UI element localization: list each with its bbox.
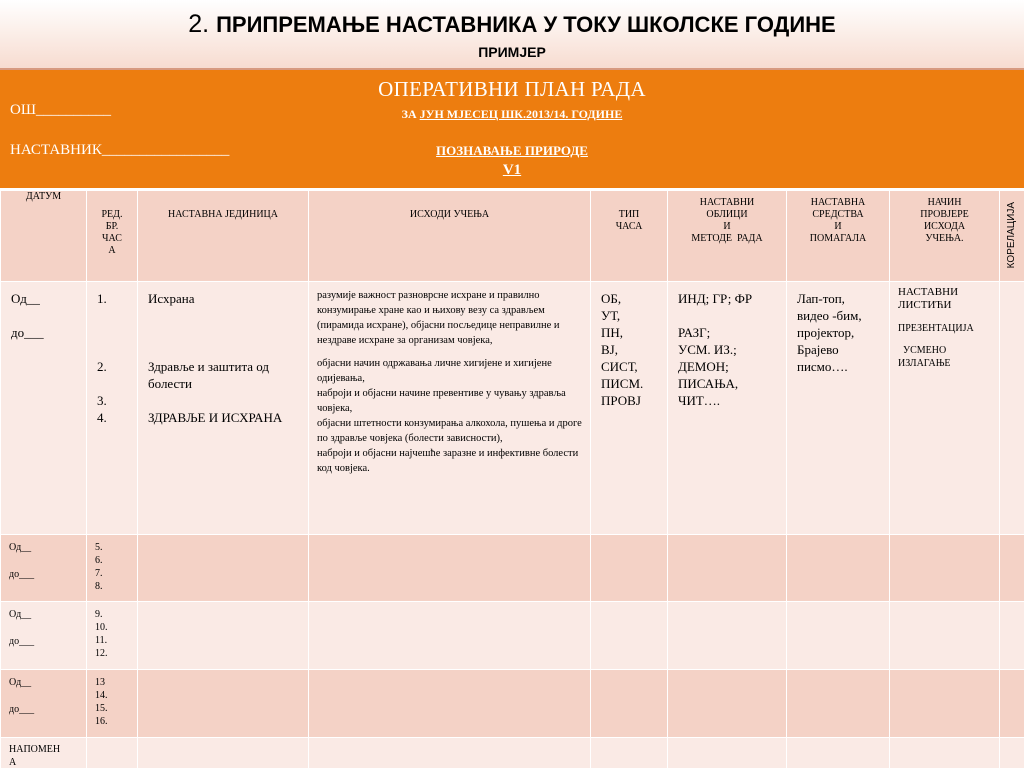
type-cell bbox=[591, 670, 668, 738]
correlation-cell bbox=[1000, 282, 1024, 535]
header-ordinal: РЕД. БР. ЧАС А bbox=[87, 191, 138, 282]
header-assessment: НАЧИН ПРОВЈЕРЕ ИСХОДА УЧЕЊА. bbox=[890, 191, 1000, 282]
type-cell: ОБ, УТ, ПН, ВЈ, СИСТ, ПИСМ. ПРОВЈ bbox=[591, 282, 668, 535]
plan-grade: V1 bbox=[502, 162, 522, 178]
unit-cell bbox=[138, 535, 309, 602]
date-cell: Од__ до___ bbox=[1, 602, 87, 670]
outcomes-cell bbox=[309, 670, 591, 738]
slide-title-text: ПРИПРЕМАЊЕ НАСТАВНИКА У ТОКУ ШКОЛСКЕ ГОДИНЕ bbox=[216, 12, 836, 37]
assessment-cell bbox=[890, 738, 1000, 768]
forms-cell bbox=[668, 535, 787, 602]
header-correlation: КОРЕЛАЦИЈА bbox=[1000, 191, 1024, 282]
means-cell bbox=[787, 535, 890, 602]
assessment-cell bbox=[890, 670, 1000, 738]
teacher-label: НАСТАВНИК_________________ bbox=[10, 142, 230, 158]
table-row bbox=[1, 670, 1024, 738]
correlation-cell bbox=[1000, 670, 1024, 738]
correlation-cell bbox=[1000, 535, 1024, 602]
header-type: ТИП ЧАСА bbox=[591, 191, 668, 282]
table-row-note bbox=[1, 738, 1024, 768]
plan-month-prefix: ЗА bbox=[401, 107, 417, 121]
means-cell: Лап-топ, видео -бим, пројектор, Брајево писмо…. bbox=[787, 282, 890, 535]
assessment-cell bbox=[890, 602, 1000, 670]
plan-month-value: ЈУН МЈЕСЕЦ ШК.2013/14. ГОДИНЕ bbox=[419, 107, 623, 121]
header-means: НАСТАВНА СРЕДСТВА И ПОМАГАЛА bbox=[787, 191, 890, 282]
unit-cell: Исхрана Здравље и заштита од болести ЗДРАВЉЕ И ИСХРАНА bbox=[138, 282, 309, 535]
means-cell bbox=[787, 738, 890, 768]
unit-cell bbox=[138, 738, 309, 768]
correlation-cell bbox=[1000, 602, 1024, 670]
plan-month bbox=[0, 107, 1024, 122]
forms-cell bbox=[668, 738, 787, 768]
header-unit: НАСТАВНА ЈЕДИНИЦА bbox=[138, 191, 309, 282]
table-header-row bbox=[1, 191, 1024, 282]
forms-cell bbox=[668, 670, 787, 738]
header-forms-methods: НАСТАВНИ ОБЛИЦИ И МЕТОДЕ РАДА bbox=[668, 191, 787, 282]
means-cell bbox=[787, 670, 890, 738]
plan-header-panel bbox=[0, 70, 1024, 188]
outcomes-cell bbox=[309, 602, 591, 670]
school-label: ОШ__________ bbox=[10, 102, 111, 118]
plan-subject: ПОЗНАВАЊЕ ПРИРОДЕ bbox=[436, 143, 588, 158]
slide-title bbox=[0, 0, 1024, 40]
ordinal-cell: 9. 10. 11. 12. bbox=[87, 602, 138, 670]
type-cell bbox=[591, 602, 668, 670]
correlation-cell bbox=[1000, 738, 1024, 768]
plan-title: ОПЕРАТИВНИ ПЛАН РАДА bbox=[378, 77, 646, 101]
forms-cell bbox=[668, 602, 787, 670]
table-row bbox=[1, 602, 1024, 670]
header-outcomes: ИСХОДИ УЧЕЊА bbox=[309, 191, 591, 282]
ordinal-cell bbox=[87, 738, 138, 768]
type-cell bbox=[591, 535, 668, 602]
ordinal-cell: 5. 6. 7. 8. bbox=[87, 535, 138, 602]
slide-subtitle: ПРИМЈЕР bbox=[478, 44, 546, 60]
slide-title-number: 2. bbox=[188, 10, 210, 38]
unit-cell bbox=[138, 602, 309, 670]
ordinal-cell: 1. 2. 3. 4. bbox=[87, 282, 138, 535]
assessment-cell bbox=[890, 535, 1000, 602]
type-cell bbox=[591, 738, 668, 768]
forms-cell: ИНД; ГР; ФР РАЗГ; УСМ. ИЗ.; ДЕМОН; ПИСАЊА, ЧИТ…. bbox=[668, 282, 787, 535]
ordinal-cell: 13 14. 15. 16. bbox=[87, 670, 138, 738]
unit-cell bbox=[138, 670, 309, 738]
date-cell: Од__ до___ bbox=[1, 670, 87, 738]
assessment-cell: НАСТАВНИ ЛИСТИЋИ ПРЕЗЕНТАЦИЈА УСМЕНО ИЗЛАГАЊЕ bbox=[890, 282, 1000, 535]
means-cell bbox=[787, 602, 890, 670]
operational-plan-table bbox=[0, 190, 1024, 768]
header-date: ДАТУМ bbox=[1, 191, 87, 282]
outcomes-cell bbox=[309, 535, 591, 602]
slide-title-bar bbox=[0, 0, 1024, 70]
date-cell: Од__ до___ bbox=[1, 282, 87, 535]
table-row bbox=[1, 535, 1024, 602]
outcomes-cell: разумије важност разноврсне исхране и правилно конзумирање хране као и њихову везу са здрављем (пирамида исхране), објасни посљедице неправилне и нездраве исхране за организам човјека, објасни начин одржавања личне хигијене и хигијене одијевања, наброји и објасни начине превентиве у чувању здравља човјека, објасни штетности конзумирања алкохола, пушења и дроге по здравље човјека (болести зависности), наброји и објасни најчешће заразне и инфективне болести код човјека. bbox=[309, 282, 591, 535]
outcomes-cell bbox=[309, 738, 591, 768]
table-row bbox=[1, 282, 1024, 535]
note-cell: НАПОМЕН А bbox=[1, 738, 87, 768]
date-cell: Од__ до___ bbox=[1, 535, 87, 602]
